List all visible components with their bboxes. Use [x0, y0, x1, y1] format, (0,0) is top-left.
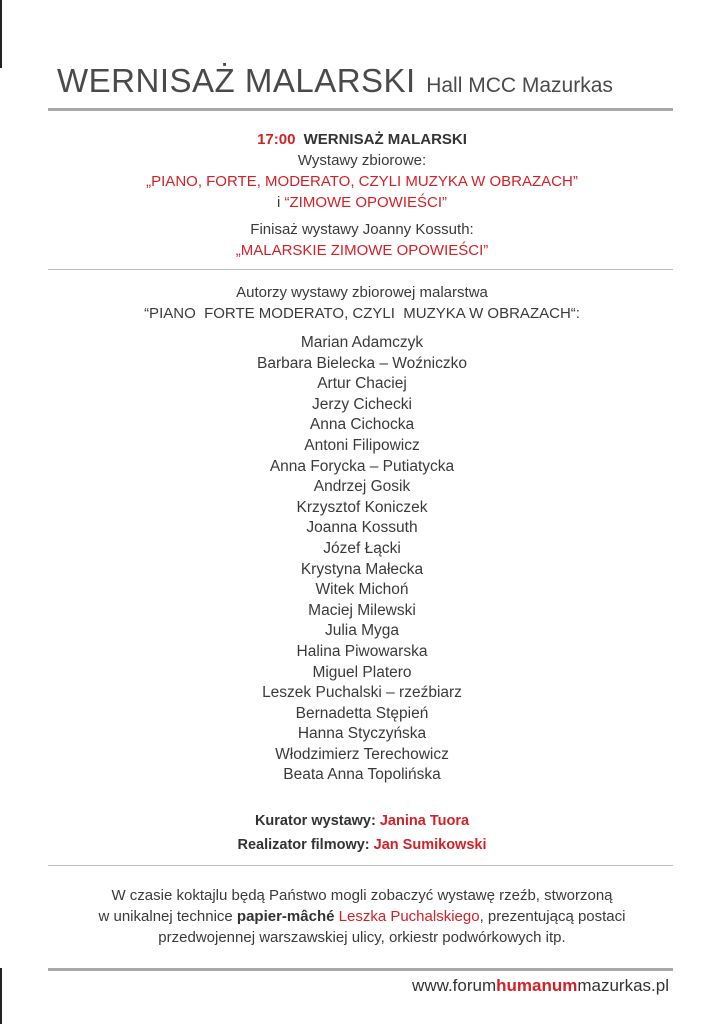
note-line-1: W czasie koktajlu będą Państwo mogli zobaczyć wystawę rzeźb, stworzoną	[111, 887, 613, 904]
crop-mark-top	[0, 0, 2, 68]
credits	[0, 809, 724, 857]
list-item: Bernadetta Stępień	[295, 704, 429, 722]
sculptor-name: Leszka Puchalskiego	[338, 908, 480, 925]
footer-divider	[48, 968, 673, 971]
exhibit-title-1: „PIANO, FORTE, MODERATO, CZYLI MUZYKA W OBRAZACH”	[146, 173, 578, 190]
film-label: Realizator filmowy:	[237, 837, 370, 853]
list-item: Beata Anna Topolińska	[283, 766, 441, 784]
list-item: Halina Piwowarska	[296, 642, 428, 660]
list-item: Andrzej Gosik	[313, 478, 411, 496]
finissage-label: Finisaż wystawy Joanny Kossuth:	[250, 221, 474, 238]
film-line	[0, 833, 724, 857]
curator-name: Janina Tuora	[379, 813, 470, 829]
list-item: Krzysztof Koniczek	[296, 498, 428, 516]
website-link[interactable]	[412, 976, 669, 996]
list-item: Krystyna Małecka	[300, 560, 424, 578]
list-item: Antoni Filipowicz	[304, 436, 420, 454]
list-item: Miguel Platero	[312, 663, 412, 681]
authors-heading	[0, 282, 724, 324]
authors-list	[0, 333, 724, 786]
venue-name: Hall MCC Mazurkas	[426, 74, 613, 97]
list-item: Anna Forycka – Putiatycka	[269, 457, 455, 475]
exhibit-connector: i	[276, 194, 281, 211]
list-item: Joanna Kossuth	[306, 519, 418, 537]
event-section	[0, 129, 724, 261]
notes-divider	[48, 865, 673, 866]
technique-name: papier-mâché	[236, 908, 335, 925]
curator-line	[0, 809, 724, 833]
authors-heading-line-1: Autorzy wystawy zbiorowej malarstwa	[236, 284, 488, 301]
list-item: Anna Cichocka	[309, 416, 415, 434]
page-title: WERNISAŻ MALARSKI	[57, 62, 416, 99]
list-item: Julia Myga	[324, 622, 400, 640]
exhibit-title-2: “ZIMOWE OPOWIEŚCI”	[284, 194, 447, 211]
list-item: Maciej Milewski	[308, 601, 416, 619]
group-exhibitions-label: Wystawy zbiorowe:	[297, 152, 427, 169]
event-headline	[0, 129, 724, 150]
list-item: Włodzimierz Terechowicz	[275, 745, 449, 763]
section-divider	[48, 269, 673, 270]
url-part-3: mazurkas.pl	[577, 976, 669, 995]
curator-label: Kurator wystawy:	[254, 813, 376, 829]
list-item: Hanna Styczyńska	[297, 725, 427, 743]
crop-mark-bottom	[0, 968, 2, 1024]
event-title: WERNISAŻ MALARSKI	[303, 131, 467, 148]
url-part-2: humanum	[496, 976, 578, 995]
list-item: Leszek Puchalski – rzeźbiarz	[262, 684, 462, 702]
note-line-3: przedwojennej warszawskiej ulicy, orkiestr podwórkowych itp.	[158, 929, 566, 946]
list-item: Artur Chaciej	[317, 375, 407, 393]
note-line-2	[0, 906, 724, 927]
cocktail-note	[0, 885, 724, 948]
exhibit-line-2	[0, 192, 724, 213]
finissage-title: „MALARSKIE ZIMOWE OPOWIEŚCI”	[235, 242, 489, 259]
event-time: 17:00	[257, 131, 296, 148]
list-item: Marian Adamczyk	[300, 334, 424, 351]
note-line-2-start: w unikalnej technice	[98, 908, 233, 925]
list-item: Witek Michoń	[315, 581, 409, 599]
header-divider	[48, 108, 673, 111]
list-item: Jerzy Cichecki	[312, 395, 412, 413]
film-name: Jan Sumikowski	[373, 837, 487, 853]
list-item: Barbara Bielecka – Woźniczko	[257, 354, 467, 372]
url-part-1: www.forum	[412, 976, 497, 995]
list-item: Józef Łącki	[323, 539, 401, 557]
authors-heading-line-2: “PIANO FORTE MODERATO, CZYLI MUZYKA W OBRAZACH“:	[144, 305, 580, 322]
page-header	[57, 62, 677, 100]
note-line-2-end: , prezentującą postaci	[479, 908, 626, 925]
